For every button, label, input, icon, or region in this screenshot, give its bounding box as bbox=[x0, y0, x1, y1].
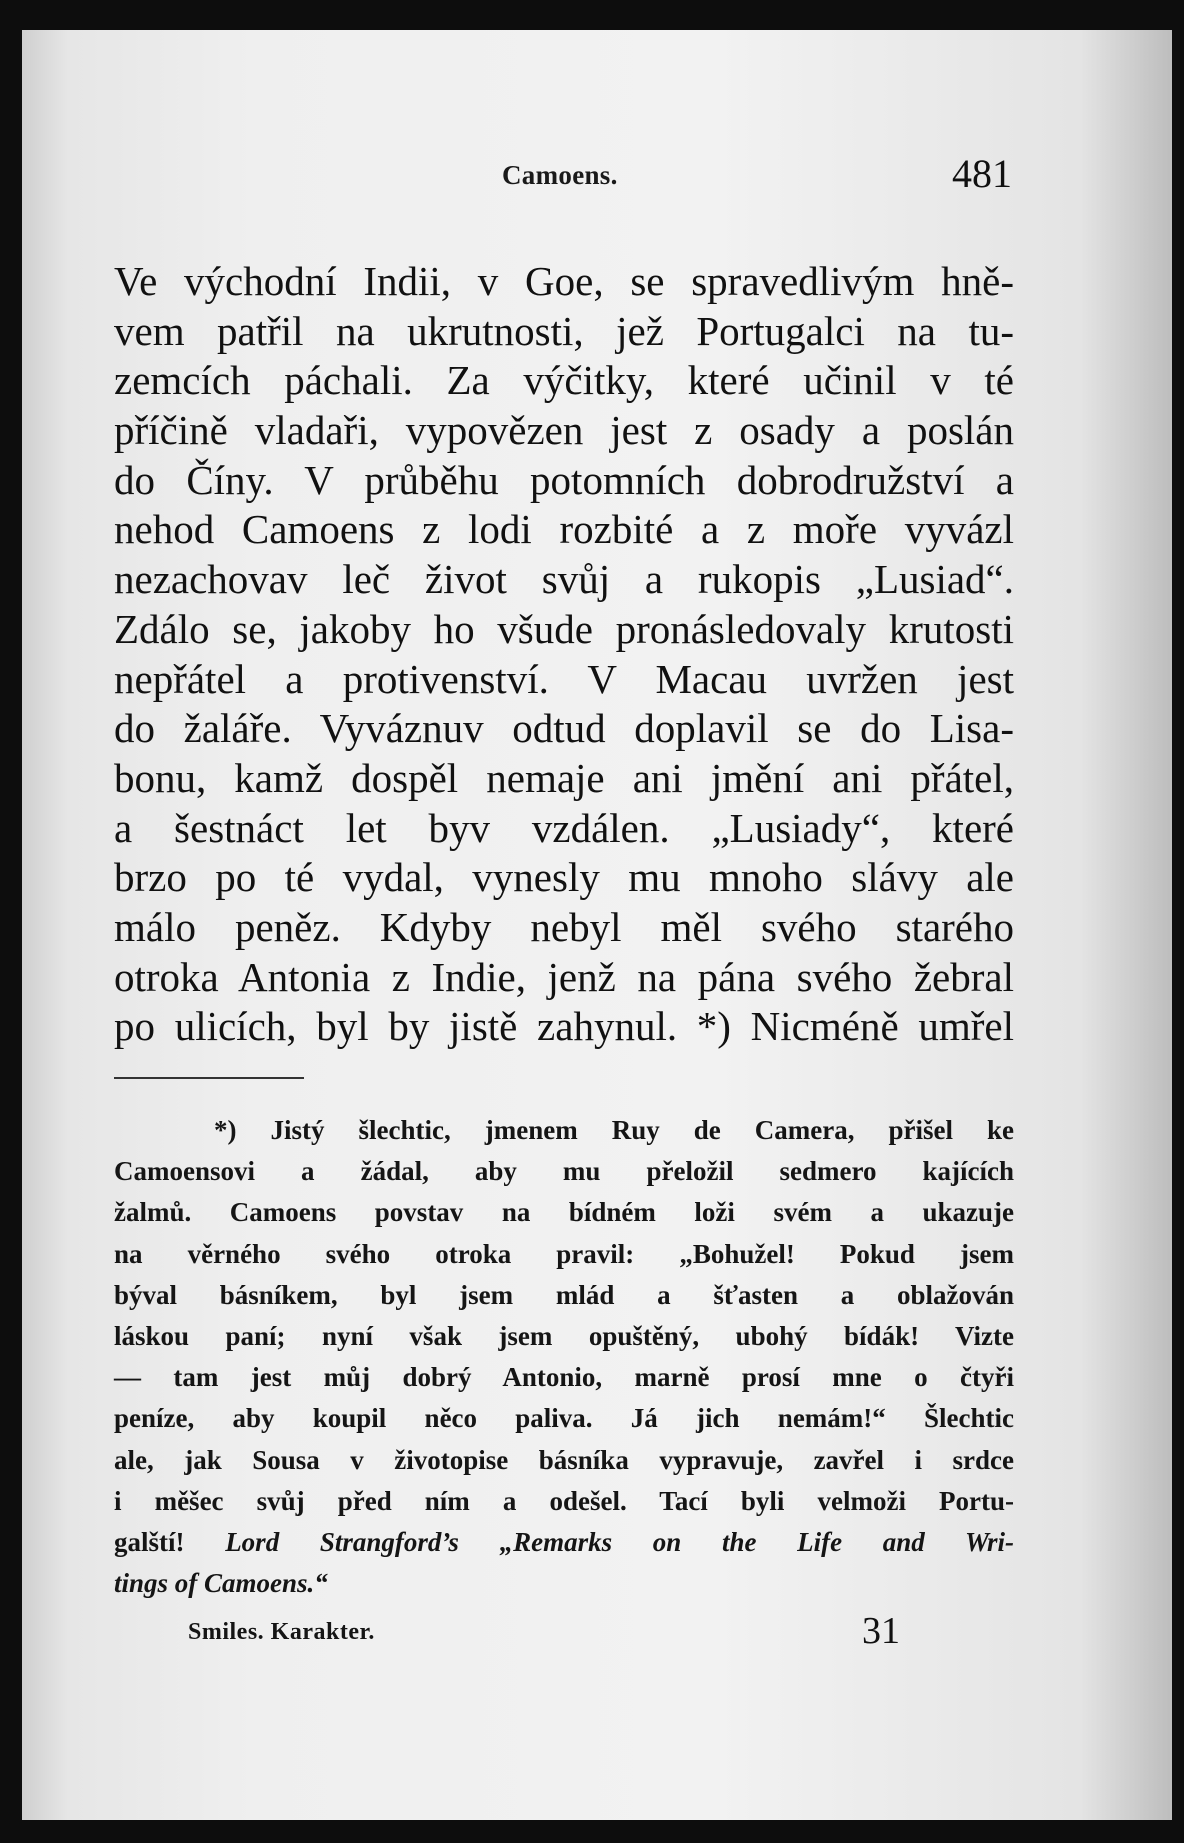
text-line: brzo po té vydal, vynesly mu mnoho slávy ale bbox=[114, 854, 1014, 901]
running-title: Camoens. bbox=[502, 160, 618, 190]
text-line: do žaláře. Vyváznuv odtud doplavil se do Lisa- bbox=[114, 705, 1014, 752]
text-line: do Číny. V průběhu potomních dobrodružství a bbox=[114, 456, 1014, 503]
text-line: Ve východní Indii, v Goe, se spravedlivým hně- bbox=[114, 258, 1014, 304]
footnote-line: tings of Camoens.“ bbox=[114, 1568, 328, 1599]
footnote-line: *) Jistý šlechtic, jmenem Ruy de Camera, přišel ke bbox=[214, 1115, 1014, 1145]
footnote-line: láskou paní; nyní však jsem opuštěný, ubohý bídák! Vizte bbox=[114, 1320, 1014, 1351]
footnote-line: — tam jest můj dobrý Antonio, marně prosí mne o čtyři bbox=[114, 1362, 1014, 1393]
main-text bbox=[114, 257, 1014, 1052]
book-page bbox=[22, 30, 1172, 1820]
signature-number: 31 bbox=[862, 1610, 900, 1652]
footnote-line: Camoensovi a žádal, aby mu přeložil sedmero kajících bbox=[114, 1156, 1014, 1187]
signature-mark: Smiles. Karakter. bbox=[188, 1619, 375, 1645]
footnote-line: býval básníkem, byl jsem mlád a šťasten a oblažován bbox=[114, 1279, 1014, 1310]
text-line: po ulicích, byl by jistě zahynul. *) Nicméně umřel bbox=[114, 1003, 1014, 1050]
text-line: málo peněz. Kdyby nebyl měl svého starého bbox=[114, 903, 1014, 950]
footnote-line: i měšec svůj před ním a odešel. Tací byli velmoži Portu- bbox=[114, 1485, 1014, 1516]
text-line: příčině vladaři, vypovězen jest z osady a poslán bbox=[114, 407, 1014, 454]
text-line: otroka Antonia z Indie, jenž na pána svého žebral bbox=[114, 953, 1014, 1000]
page-header bbox=[22, 151, 1172, 204]
page-number: 481 bbox=[952, 151, 1012, 196]
text-line: nehod Camoens z lodi rozbité a z moře vyvázl bbox=[114, 506, 1014, 553]
footnote-line bbox=[114, 1522, 1014, 1563]
text-line: Zdálo se, jakoby ho všude pronásledovaly krutosti bbox=[114, 605, 1014, 652]
footnote-line: žalmů. Camoens povstav na bídném loži svém a ukazuje bbox=[114, 1197, 1014, 1228]
text-line: vem patřil na ukrutnosti, jež Portugalci na tu- bbox=[114, 307, 1014, 354]
footnote-separator bbox=[114, 1077, 304, 1079]
text-line: a šestnáct let byv vzdálen. „Lusiady“, které bbox=[114, 804, 1014, 851]
text-line: bonu, kamž dospěl nemaje ani jmění ani přátel, bbox=[114, 754, 1014, 801]
footnote-line: peníze, aby koupil něco paliva. Já jich nemám!“ Šlechtic bbox=[114, 1403, 1014, 1434]
footnote-line: ale, jak Sousa v životopise básníka vypravuje, zavřel i srdce bbox=[114, 1444, 1014, 1475]
footnote bbox=[114, 1110, 1014, 1604]
text-line: nepřátel a protivenství. V Macau uvržen jest bbox=[114, 655, 1014, 702]
text-line: nezachovav leč život svůj a rukopis „Lusiad“. bbox=[114, 556, 1014, 603]
footnote-line: na věrného svého otroka pravil: „Bohužel! Pokud jsem bbox=[114, 1238, 1014, 1269]
text-line: zemcích páchali. Za výčitky, které učinil v té bbox=[114, 357, 1014, 404]
citation-title: Lord Strangford’s „Remarks on the Life and Wri- bbox=[225, 1526, 1015, 1557]
footnote-line-prefix: galští! bbox=[114, 1526, 226, 1557]
page-footer bbox=[22, 1610, 1172, 1663]
